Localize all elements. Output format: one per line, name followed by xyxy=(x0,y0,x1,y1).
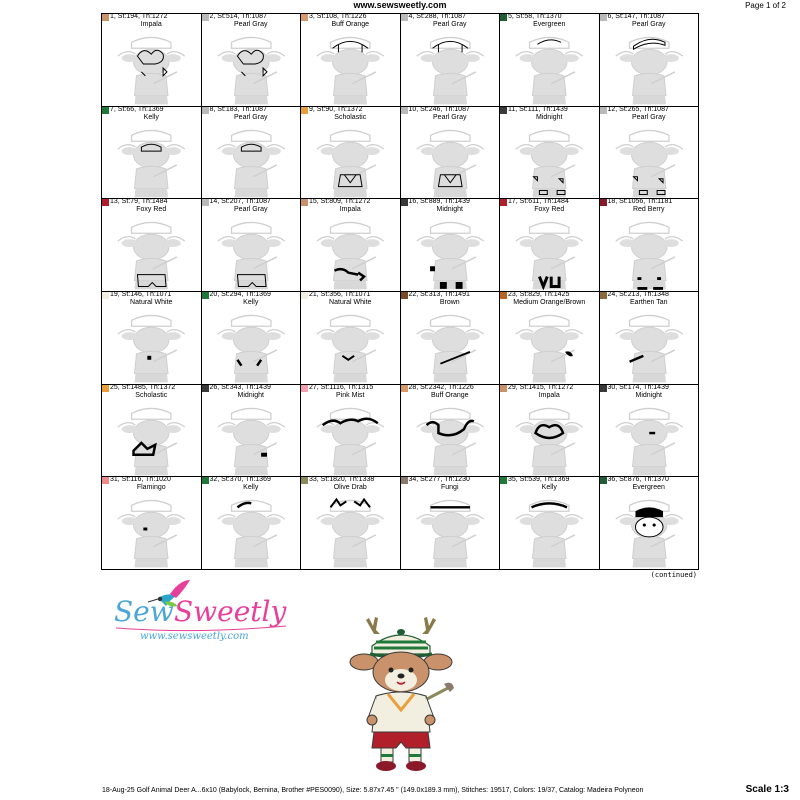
color-step-cell xyxy=(401,107,501,200)
color-swatch xyxy=(401,477,408,484)
color-swatch xyxy=(202,199,209,206)
stitch-preview xyxy=(102,489,201,569)
logo-text-sew: Sew xyxy=(114,595,174,628)
color-step-header: 18, St:1056, Th:1181 xyxy=(607,199,673,206)
color-step-cell xyxy=(301,199,401,292)
color-swatch xyxy=(600,107,607,114)
color-step-cell xyxy=(102,477,202,570)
color-step-cell xyxy=(500,477,600,570)
color-step-header: 3, St:108, Th:1226 xyxy=(309,14,367,20)
stitch-preview xyxy=(301,304,400,384)
stitch-preview xyxy=(600,26,699,106)
thread-color-name: Kelly xyxy=(243,298,259,306)
thread-color-name: Foxy Red xyxy=(136,206,167,214)
stitch-preview xyxy=(301,211,400,291)
thread-color-name: Natural White xyxy=(329,298,372,306)
thread-color-name: Midnight xyxy=(237,391,264,399)
color-step-header: 4, St:288, Th:1087 xyxy=(408,14,466,20)
color-swatch xyxy=(600,14,607,21)
stitch-preview xyxy=(202,304,301,384)
color-swatch xyxy=(202,14,209,21)
color-step-cell xyxy=(102,199,202,292)
thread-color-name: Natural White xyxy=(130,298,173,306)
stitch-preview xyxy=(401,489,500,569)
color-step-header: 21, St:356, Th:1071 xyxy=(309,291,371,298)
color-swatch xyxy=(202,477,209,484)
thread-color-name: Pearl Gray xyxy=(234,206,268,214)
thread-color-name: Pearl Gray xyxy=(632,113,666,121)
color-step-header: 27, St:1116, Th:1315 xyxy=(309,384,374,391)
stitch-preview xyxy=(401,397,500,477)
color-step-header: 12, St:265, Th:1087 xyxy=(607,106,669,113)
color-step-cell xyxy=(600,14,700,107)
thread-color-name: Pearl Gray xyxy=(433,21,467,28)
color-step-header: 31, St:116, Th:1020 xyxy=(110,477,171,484)
color-step-cell xyxy=(500,199,600,292)
color-step-header: 19, St:146, Th:1071 xyxy=(110,291,172,298)
color-swatch xyxy=(301,199,308,206)
stitch-preview xyxy=(202,397,301,477)
color-swatch xyxy=(301,385,308,392)
stitch-preview xyxy=(301,397,400,477)
stitch-preview xyxy=(401,26,500,106)
color-step-header: 23, St:829, Th:1425 xyxy=(508,291,570,298)
site-url[interactable]: www.sewsweetly.com xyxy=(353,0,447,10)
thread-color-name: Buff Orange xyxy=(331,21,370,28)
stitch-preview xyxy=(202,211,301,291)
color-swatch xyxy=(102,385,109,392)
color-step-header: 15, St:809, Th:1272 xyxy=(309,199,371,206)
stitch-preview xyxy=(301,119,400,199)
color-step-header: 10, St:246, Th:1087 xyxy=(408,106,470,113)
thread-color-name: Evergreen xyxy=(533,21,566,28)
color-step-header: 17, St:611, Th:1484 xyxy=(508,199,569,206)
color-swatch xyxy=(600,199,607,206)
stitch-preview xyxy=(500,26,599,106)
thread-color-name: Brown xyxy=(439,298,460,306)
color-sequence-grid xyxy=(101,13,699,570)
page-number: Page 1 of 2 xyxy=(745,1,786,10)
stitch-preview xyxy=(202,26,301,106)
thread-color-name: Earthen Tan xyxy=(629,298,668,306)
color-swatch xyxy=(301,14,308,21)
color-step-cell xyxy=(401,14,501,107)
stitch-preview xyxy=(600,211,699,291)
stitch-preview xyxy=(600,489,699,569)
color-step-cell xyxy=(500,292,600,385)
thread-color-name: Medium Orange/Brown xyxy=(513,298,586,306)
color-step-header: 16, St:889, Th:1439 xyxy=(408,199,470,206)
color-step-header: 25, St:1485, Th:1372 xyxy=(110,384,176,391)
thread-color-name: Midnight xyxy=(536,113,563,121)
color-step-cell xyxy=(202,107,302,200)
thread-color-name: Kelly xyxy=(143,113,159,121)
color-swatch xyxy=(600,477,607,484)
stitch-preview xyxy=(102,119,201,199)
stitch-preview xyxy=(600,397,699,477)
color-step-header: 9, St:90, Th:1372 xyxy=(309,106,363,113)
stitch-preview xyxy=(202,119,301,199)
color-step-header: 35, St:539, Th:1369 xyxy=(508,477,570,484)
color-swatch xyxy=(500,14,507,21)
color-step-cell xyxy=(202,477,302,570)
thread-color-name: Fungi xyxy=(440,484,459,492)
color-step-cell xyxy=(600,292,700,385)
color-step-header: 6, St:147, Th:1087 xyxy=(607,14,665,20)
thread-color-name: Midnight xyxy=(436,206,463,214)
design-preview-deer xyxy=(336,612,466,777)
color-step-cell xyxy=(401,477,501,570)
color-step-cell xyxy=(600,107,700,200)
color-step-header: 5, St:58, Th:1370 xyxy=(508,14,562,20)
color-step-cell xyxy=(202,199,302,292)
logo-text-sweetly: Sweetly xyxy=(174,595,287,628)
stitch-preview xyxy=(401,119,500,199)
color-swatch xyxy=(102,107,109,114)
color-step-header: 14, St:207, Th:1087 xyxy=(209,199,271,206)
stitch-preview xyxy=(401,211,500,291)
thread-color-name: Red Berry xyxy=(632,206,665,214)
thread-color-name: Kelly xyxy=(243,484,259,492)
color-step-cell xyxy=(401,199,501,292)
stitch-preview xyxy=(301,489,400,569)
stitch-preview xyxy=(500,119,599,199)
scale-label: Scale 1:3 xyxy=(745,784,789,795)
color-swatch xyxy=(500,385,507,392)
color-swatch xyxy=(102,477,109,484)
thread-color-name: Scholastic xyxy=(334,113,367,121)
color-step-header: 32, St:370, Th:1369 xyxy=(209,477,271,484)
stitch-preview xyxy=(500,489,599,569)
thread-color-name: Evergreen xyxy=(632,484,665,492)
color-step-header: 33, St:1820, Th:1338 xyxy=(309,477,375,484)
thread-color-name: Midnight xyxy=(635,391,662,399)
color-swatch xyxy=(401,199,408,206)
continued-label: (continued) xyxy=(650,571,697,579)
color-step-header: 2, St:514, Th:1087 xyxy=(209,14,267,20)
sew-sweetly-logo xyxy=(100,576,300,646)
color-step-cell xyxy=(202,292,302,385)
color-step-header: 1, St:194, Th:1272 xyxy=(110,14,168,20)
color-step-header: 28, St:2342, Th:1226 xyxy=(408,384,474,391)
color-swatch xyxy=(301,477,308,484)
color-step-header: 22, St:313, Th:1491 xyxy=(408,291,470,298)
color-step-header: 20, St:294, Th:1369 xyxy=(209,291,271,298)
color-swatch xyxy=(500,107,507,114)
color-step-cell xyxy=(301,292,401,385)
color-swatch xyxy=(102,199,109,206)
color-step-header: 26, St:343, Th:1439 xyxy=(209,384,271,391)
stitch-preview xyxy=(102,26,201,106)
color-step-cell xyxy=(401,385,501,478)
stitch-preview xyxy=(500,304,599,384)
stitch-preview xyxy=(600,304,699,384)
thread-color-name: Impala xyxy=(339,206,361,214)
color-step-cell xyxy=(301,107,401,200)
color-swatch xyxy=(401,385,408,392)
color-step-header: 13, St:79, Th:1484 xyxy=(110,199,168,206)
color-swatch xyxy=(401,14,408,21)
thread-color-name: Pearl Gray xyxy=(433,113,467,121)
thread-color-name: Olive Drab xyxy=(333,484,367,492)
color-swatch xyxy=(500,199,507,206)
color-step-cell xyxy=(600,385,700,478)
color-swatch xyxy=(401,107,408,114)
color-swatch xyxy=(401,292,408,299)
stitch-preview xyxy=(500,211,599,291)
thread-color-name: Pearl Gray xyxy=(234,113,268,121)
thread-color-name: Impala xyxy=(140,21,162,28)
thread-color-name: Foxy Red xyxy=(534,206,565,214)
color-step-header: 7, St:66, Th:1369 xyxy=(110,106,164,113)
color-step-cell xyxy=(500,14,600,107)
color-step-cell xyxy=(202,14,302,107)
thread-color-name: Impala xyxy=(538,391,560,399)
thread-color-name: Scholastic xyxy=(135,391,168,399)
color-step-cell xyxy=(500,107,600,200)
stitch-preview xyxy=(500,397,599,477)
stitch-preview xyxy=(301,26,400,106)
color-swatch xyxy=(102,14,109,21)
thread-color-name: Pearl Gray xyxy=(632,21,666,28)
stitch-preview xyxy=(202,489,301,569)
color-step-header: 11, St:111, Th:1439 xyxy=(508,106,568,113)
stitch-preview xyxy=(600,119,699,199)
color-step-header: 34, St:277, Th:1230 xyxy=(408,477,470,484)
color-swatch xyxy=(202,292,209,299)
color-swatch xyxy=(102,292,109,299)
thread-color-name: Kelly xyxy=(541,484,557,492)
color-step-cell xyxy=(301,14,401,107)
color-swatch xyxy=(500,477,507,484)
thread-color-name: Pink Mist xyxy=(336,391,365,399)
color-step-cell xyxy=(301,477,401,570)
color-swatch xyxy=(301,107,308,114)
color-step-cell xyxy=(301,385,401,478)
stitch-preview xyxy=(102,397,201,477)
color-step-cell xyxy=(500,385,600,478)
color-step-header: 30, St:174, Th:1439 xyxy=(607,384,669,391)
stitch-preview xyxy=(102,211,201,291)
color-swatch xyxy=(301,292,308,299)
color-swatch xyxy=(202,385,209,392)
color-step-cell xyxy=(102,385,202,478)
thread-color-name: Flamingo xyxy=(136,484,166,492)
color-swatch xyxy=(202,107,209,114)
stitch-preview xyxy=(401,304,500,384)
thread-color-name: Pearl Gray xyxy=(234,21,268,28)
color-step-header: 29, St:1415, Th:1272 xyxy=(508,384,574,391)
color-step-cell xyxy=(102,107,202,200)
color-step-cell xyxy=(600,477,700,570)
color-step-cell xyxy=(202,385,302,478)
thread-color-name: Buff Orange xyxy=(430,391,469,399)
stitch-preview xyxy=(102,304,201,384)
color-step-cell xyxy=(401,292,501,385)
color-step-header: 8, St:183, Th:1087 xyxy=(209,106,267,113)
color-swatch xyxy=(500,292,507,299)
logo-url: www.sewsweetly.com xyxy=(140,631,249,642)
color-step-header: 24, St:213, Th:1348 xyxy=(607,291,669,298)
color-step-cell xyxy=(102,292,202,385)
color-step-cell xyxy=(102,14,202,107)
design-info: 18-Aug-25 Golf Animal Deer A...6x10 (Babylock, Bernina, Brother #PES0090), Size: 5.87x7.45 " (149.0x189.3 mm), Stitches: 19517, Colors: 19/37, Catalog: Madeira Polyneon xyxy=(102,787,644,794)
color-step-header: 36, St:876, Th:1370 xyxy=(607,477,669,484)
color-swatch xyxy=(600,385,607,392)
color-swatch xyxy=(600,292,607,299)
color-step-cell xyxy=(600,199,700,292)
